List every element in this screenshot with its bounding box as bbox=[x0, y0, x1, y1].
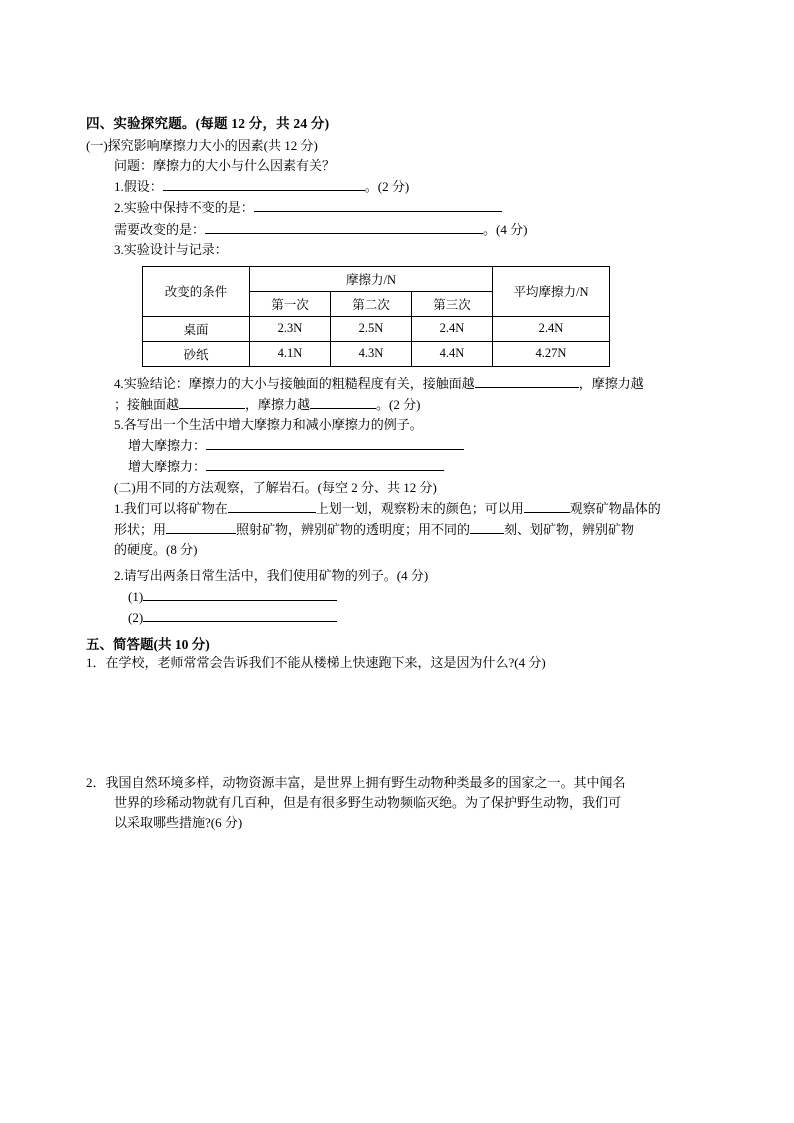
item-2-constant bbox=[86, 197, 722, 218]
blank-line[interactable] bbox=[143, 607, 337, 622]
section-5-question-1: 1．在学校，老师常常会告诉我们不能从楼梯上快速跑下来，这是因为什么?(4 分) bbox=[86, 654, 546, 670]
blank-line[interactable] bbox=[206, 456, 444, 471]
part-2-item-2-sub-1 bbox=[86, 586, 722, 607]
p2-item1-text-c: 观察矿物晶体的 bbox=[569, 500, 661, 516]
section-5-question-2-line-3: 以采取哪些措施?(6 分) bbox=[114, 814, 243, 830]
part-2-item-1-line-1 bbox=[86, 498, 722, 519]
section-5-title: 五、简答题(共 10 分) bbox=[86, 636, 210, 652]
header-condition: 改变的条件 bbox=[143, 266, 250, 316]
part-2-item-2-label: 2.请写出两条日常生活中，我们使用矿物的列子。(4 分) bbox=[114, 568, 429, 584]
blank-line[interactable] bbox=[254, 197, 502, 212]
blank-line[interactable] bbox=[205, 219, 483, 234]
table-row bbox=[143, 316, 610, 341]
item-5-label-1: 增大摩擦力： bbox=[128, 438, 207, 454]
p2-item1-text-a: 1.我们可以将矿物在 bbox=[114, 500, 228, 516]
answer-area-question-2[interactable] bbox=[86, 833, 722, 843]
row-trial-3: 4.4N bbox=[412, 341, 493, 366]
blank-line[interactable] bbox=[470, 519, 504, 534]
part-2-item-1-line-2 bbox=[86, 519, 722, 540]
item-4-text-b: ，摩擦力越 bbox=[578, 375, 644, 391]
item-4-text-a: 4.实验结论：摩擦力的大小与接触面的粗糙程度有关，接触面越 bbox=[114, 375, 475, 391]
item-1-score: 。(2 分) bbox=[364, 179, 410, 195]
p2-item1-text-d: 形状；用 bbox=[114, 521, 167, 537]
p2-item1-text-b: 上划一划，观察粉末的颜色；可以用 bbox=[315, 500, 524, 516]
item-1-hypothesis bbox=[86, 176, 722, 197]
item-4-text-c: ；接触面越 bbox=[114, 396, 180, 412]
section-5-question-2-line-1: 2．我国自然环境多样，动物资源丰富，是世界上拥有野生动物种类最多的国家之一。其中闻名 bbox=[86, 774, 626, 790]
header-force: 摩擦力/N bbox=[250, 266, 493, 291]
item-1-label: 1.假设： bbox=[114, 179, 163, 195]
row-condition: 桌面 bbox=[143, 316, 250, 341]
item-5-line-2 bbox=[86, 456, 722, 477]
experiment-record-table bbox=[142, 266, 610, 367]
item-5-line-1 bbox=[86, 435, 722, 456]
item-4-text-d: ，摩擦力越 bbox=[245, 396, 311, 412]
item-4-conclusion-cont bbox=[86, 394, 722, 415]
experiment-question: 问题：摩擦力的大小与什么因素有关？ bbox=[114, 158, 336, 174]
blank-line[interactable] bbox=[143, 586, 337, 601]
part-2-item-2-sub-2 bbox=[86, 607, 722, 628]
item-4-score: 。(2 分) bbox=[376, 396, 421, 412]
blank-line[interactable] bbox=[310, 394, 376, 409]
row-trial-2: 2.5N bbox=[331, 316, 412, 341]
header-trial-2: 第二次 bbox=[331, 291, 412, 316]
row-trial-2: 4.3N bbox=[331, 341, 412, 366]
blank-line[interactable] bbox=[163, 176, 365, 191]
blank-line[interactable] bbox=[524, 498, 570, 513]
item-4-conclusion bbox=[86, 373, 722, 394]
blank-line[interactable] bbox=[206, 435, 464, 450]
blank-line[interactable] bbox=[166, 519, 236, 534]
blank-line[interactable] bbox=[228, 498, 316, 513]
blank-line[interactable] bbox=[179, 394, 245, 409]
item-2-label: 2.实验中保持不变的是： bbox=[114, 200, 254, 216]
header-trial-3: 第三次 bbox=[412, 291, 493, 316]
header-trial-1: 第一次 bbox=[250, 291, 331, 316]
blank-line[interactable] bbox=[475, 373, 579, 388]
row-average: 4.27N bbox=[493, 341, 610, 366]
item-5-label: 5.各写出一个生活中增大摩擦力和减小摩擦力的例子。 bbox=[114, 417, 423, 433]
section-4-title: 四、实验探究题。(每题 12 分，共 24 分) bbox=[86, 116, 330, 131]
row-trial-1: 2.3N bbox=[250, 316, 331, 341]
sub-1-label: (1) bbox=[128, 589, 144, 605]
row-average: 2.4N bbox=[493, 316, 610, 341]
item-2-score: 。(4 分) bbox=[483, 221, 528, 237]
item-2-variable bbox=[86, 219, 722, 240]
table-header-row-1 bbox=[143, 266, 610, 291]
item-5-label-2: 增大摩擦力： bbox=[128, 459, 207, 475]
p2-item1-text-f: 刻、划矿物，辨别矿物 bbox=[504, 521, 635, 537]
section-4-part-1-title: (一)探究影响摩擦力大小的因素(共 12 分) bbox=[86, 138, 318, 153]
item-2-line2-label: 需要改变的是： bbox=[114, 221, 206, 237]
p2-item1-text-e: 照射矿物，辨别矿物的透明度；用不同的 bbox=[236, 521, 471, 537]
row-trial-1: 4.1N bbox=[250, 341, 331, 366]
item-3-label: 3.实验设计与记录： bbox=[114, 241, 228, 257]
answer-area-question-1[interactable] bbox=[86, 673, 722, 773]
row-trial-3: 2.4N bbox=[412, 316, 493, 341]
sub-2-label: (2) bbox=[128, 610, 144, 626]
section-4-part-2-title: (二)用不同的方法观察，了解岩石。(每空 2 分、共 12 分) bbox=[114, 479, 437, 495]
table-row bbox=[143, 341, 610, 366]
section-5-question-2-line-2: 世界的珍稀动物就有几百种，但是有很多野生动物频临灭绝。为了保护野生动物，我们可 bbox=[114, 794, 622, 810]
part-2-item-1-line-3: 的硬度。(8 分) bbox=[114, 541, 198, 557]
row-condition: 砂纸 bbox=[143, 341, 250, 366]
header-average: 平均摩擦力/N bbox=[493, 266, 610, 316]
